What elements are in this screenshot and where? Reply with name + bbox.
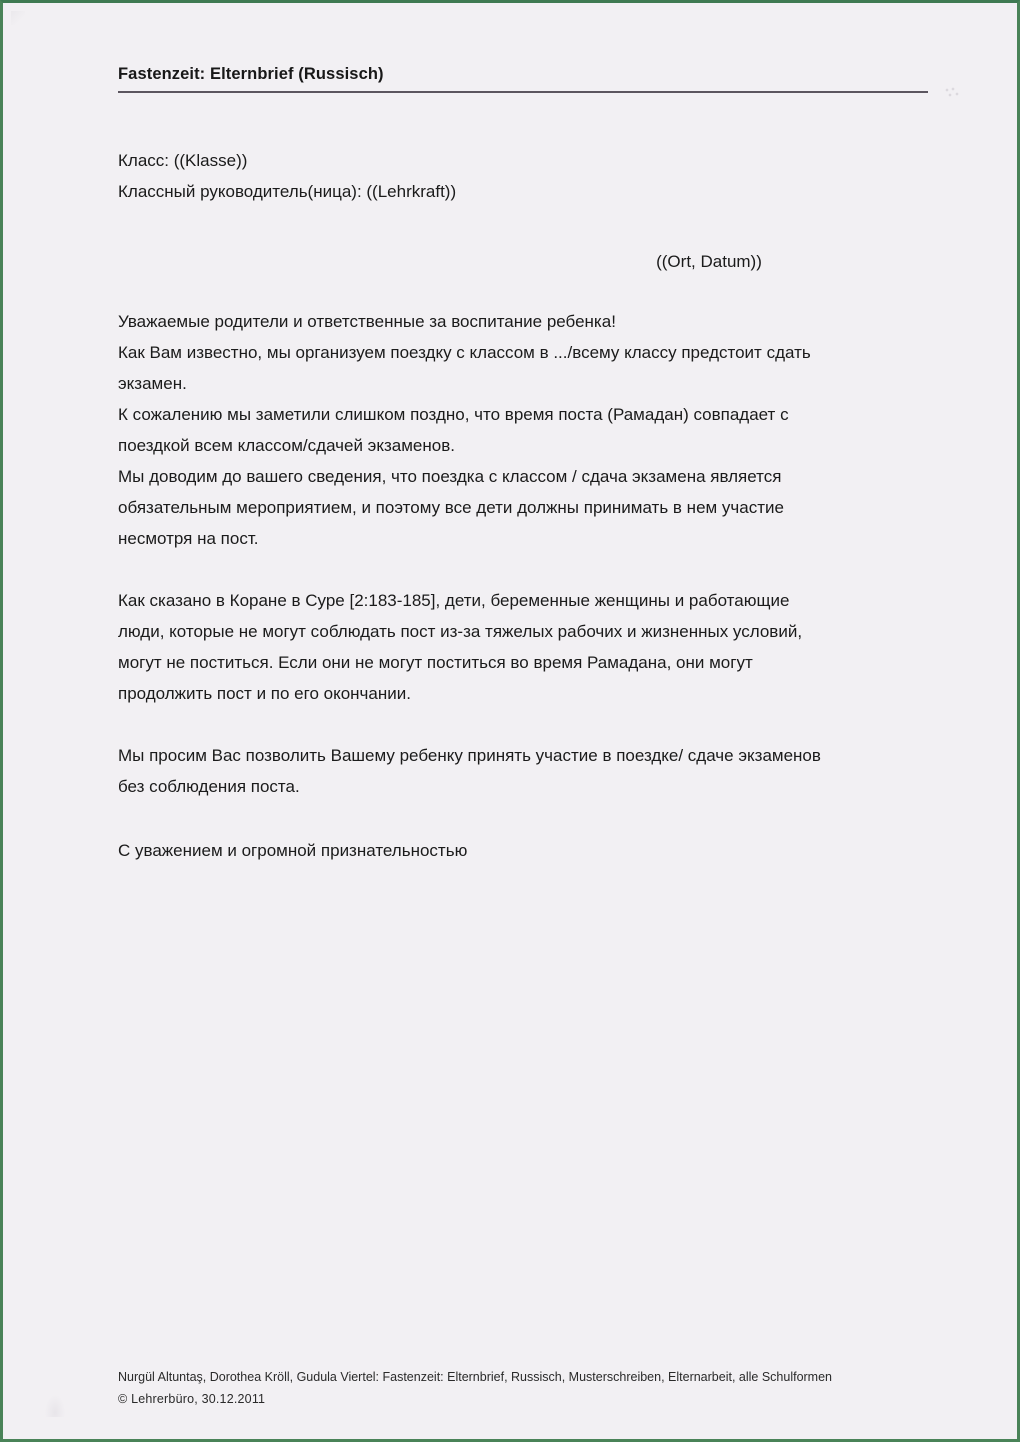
footer-credits: Nurgül Altuntaş, Dorothea Kröll, Gudula Viertel: Fastenzeit: Elternbrief, Russisch, Musterschreiben, Elternarbeit, alle Schulformen: [118, 1370, 832, 1384]
body-line: экзамен.: [118, 374, 187, 393]
closing-salutation: С уважением и огромной признательностью: [118, 841, 468, 860]
footer-copyright: © Lehrerbüro, 30.12.2011: [118, 1392, 266, 1406]
place-date-field: ((Ort, Datum)): [656, 252, 762, 271]
class-field: Класс: ((Klasse)): [118, 151, 248, 170]
title-divider: [118, 91, 928, 93]
homeroom-teacher-field: Классный руководитель(ница): ((Lehrkraft)): [118, 182, 457, 201]
body-line: люди, которые не могут соблюдать пост из-за тяжелых рабочих и жизненных условий,: [118, 622, 803, 641]
paragraph-quran-reference: [118, 585, 928, 709]
body-line: могут не поститься. Если они не могут поститься во время Рамадана, они могут: [118, 653, 753, 672]
body-line: несмотря на пост.: [118, 529, 259, 548]
body-line: Уважаемые родители и ответственные за воспитание ребенка!: [118, 312, 616, 331]
page-curl-top-left-artifact: [11, 11, 25, 25]
scan-speck-artifact: [944, 87, 960, 99]
document-content: [118, 3, 928, 866]
body-line: обязательным мероприятием, и поэтому все дети должны принимать в нем участие: [118, 498, 784, 517]
page-curl-bottom-left-artifact: [45, 1395, 65, 1417]
paragraph-salutation-and-intro: [118, 306, 928, 554]
body-line: К сожалению мы заметили слишком поздно, что время поста (Рамадан) совпадает с: [118, 405, 789, 424]
body-line: Как сказано в Коране в Суре [2:183-185], дети, беременные женщины и работающие: [118, 591, 790, 610]
page-footer: [118, 1366, 938, 1410]
paragraph-request: [118, 740, 928, 802]
body-line: Мы просим Вас позволить Вашему ребенку принять участие в поездке/ сдаче экзаменов: [118, 746, 821, 765]
body-line: без соблюдения поста.: [118, 777, 300, 796]
page-title: Fastenzeit: Elternbrief (Russisch): [118, 65, 384, 83]
letter-body: [118, 306, 928, 802]
body-line: продолжить пост и по его окончании.: [118, 684, 411, 703]
body-line: Мы доводим до вашего сведения, что поездка с классом / сдача экзамена является: [118, 467, 782, 486]
body-line: Как Вам известно, мы организуем поездку с классом в .../всему классу предстоит сдать: [118, 343, 811, 362]
body-line: поездкой всем классом/сдачей экзаменов.: [118, 436, 455, 455]
class-meta-block: [118, 145, 928, 207]
